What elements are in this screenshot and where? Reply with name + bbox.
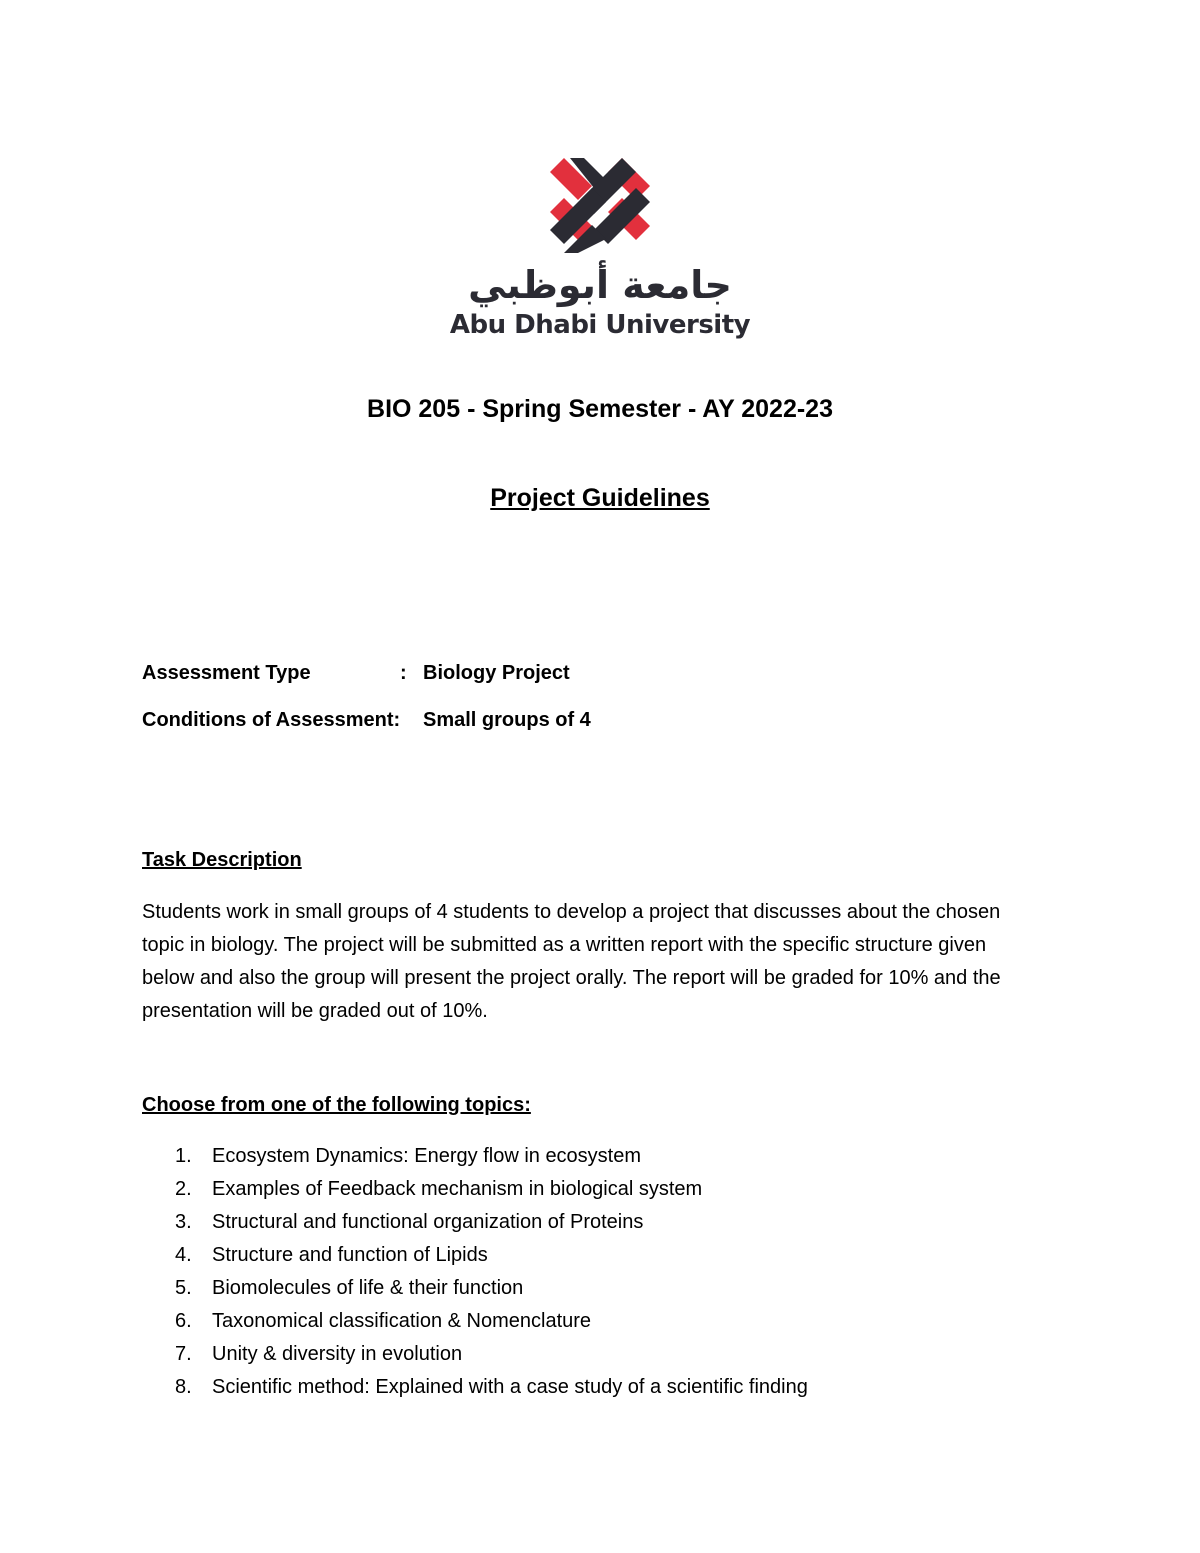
logo-english-name: Abu Dhabi University (449, 310, 751, 340)
list-item-text: Examples of Feedback mechanism in biological system (212, 1178, 703, 1200)
assessment-type-value: Biology Project (423, 662, 570, 684)
topics-heading: Choose from one of the following topics: (142, 1094, 531, 1116)
list-item-number: 8. (175, 1376, 192, 1398)
list-item-number: 2. (175, 1178, 192, 1200)
list-item (142, 1274, 1042, 1307)
task-description-heading: Task Description (142, 849, 302, 871)
assessment-type-label: Assessment Type (142, 662, 311, 684)
list-item-text: Ecosystem Dynamics: Energy flow in ecosystem (212, 1145, 642, 1167)
list-item-text: Structure and function of Lipids (212, 1244, 488, 1266)
list-item (142, 1241, 1042, 1274)
list-item-text: Structural and functional organization of Proteins (212, 1211, 644, 1233)
list-item (142, 1340, 1042, 1373)
list-item-text: Biomolecules of life & their function (212, 1277, 524, 1299)
list-item-text: Scientific method: Explained with a case study of a scientific finding (212, 1376, 808, 1398)
university-logo (440, 150, 760, 355)
list-item-text: Taxonomical classification & Nomenclature (212, 1310, 592, 1332)
logo-arabic-name: جامعة أبوظبي (468, 263, 732, 307)
conditions-value: Small groups of 4 (423, 709, 591, 731)
assessment-type-colon: : (400, 662, 407, 684)
list-item-number: 5. (175, 1277, 192, 1299)
list-item-number: 1. (175, 1145, 192, 1167)
list-item (142, 1142, 1042, 1175)
list-item-number: 4. (175, 1244, 192, 1266)
document-title: Project Guidelines (490, 484, 710, 512)
topics-list (142, 1142, 1042, 1406)
list-item (142, 1208, 1042, 1241)
task-description-text: Students work in small groups of 4 students to develop a project that discusses about the chosen topic in biology. The project will be submitted as a written report with the specific structure given below and also the group will present the project orally. The report will be graded for 10% and the presentation will be graded out of 10%. (142, 901, 1001, 1022)
list-item-number: 7. (175, 1343, 192, 1365)
university-emblem-icon (550, 158, 650, 253)
list-item (142, 1373, 1042, 1406)
list-item-number: 6. (175, 1310, 192, 1332)
list-item (142, 1175, 1042, 1208)
course-title: BIO 205 - Spring Semester - AY 2022-23 (367, 395, 833, 423)
list-item-text: Unity & diversity in evolution (212, 1343, 463, 1365)
list-item-number: 3. (175, 1211, 192, 1233)
conditions-label: Conditions of Assessment: (142, 709, 401, 731)
list-item (142, 1307, 1042, 1340)
